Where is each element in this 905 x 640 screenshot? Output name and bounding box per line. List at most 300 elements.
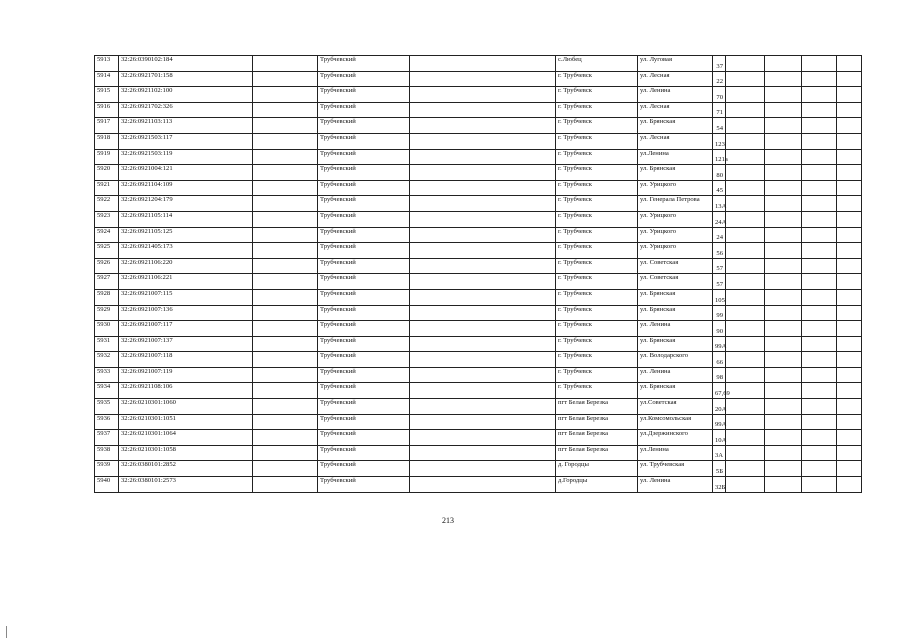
cell-district: Трубчевский [318,305,410,321]
cell-empty [253,414,318,430]
cell-locality: г. Трубчевск [556,383,638,399]
cell-empty [410,196,556,212]
cell-empty [837,445,862,461]
cell-empty [726,289,765,305]
cell-empty [726,383,765,399]
cell-street: ул. Брянская [638,383,713,399]
cell-empty [253,461,318,477]
cell-empty [410,461,556,477]
cell-empty [837,336,862,352]
cell-empty [837,165,862,181]
cell-locality: д.Городцы [556,477,638,493]
cell-cadastral-number: 32:26:0390102:184 [119,56,253,72]
cell-empty [253,274,318,290]
cell-street: ул. Ленина [638,321,713,337]
cell-empty [802,414,837,430]
cell-district: Трубчевский [318,399,410,415]
table-row [95,289,862,305]
cell-cadastral-number: 32:26:0210301:1064 [119,430,253,446]
cell-house-number: 24А [713,211,726,227]
table-row [95,321,862,337]
cell-empty [253,477,318,493]
cell-locality: пгт Белая Березка [556,414,638,430]
cell-number: 5920 [95,165,119,181]
cell-locality: г. Трубчевск [556,180,638,196]
cell-locality: г. Трубчевск [556,149,638,165]
cell-empty [726,414,765,430]
cell-empty [726,196,765,212]
table-row [95,414,862,430]
table-row [95,133,862,149]
cell-empty [765,383,802,399]
cell-street: ул. Советская [638,258,713,274]
cell-cadastral-number: 32:26:0921102:100 [119,87,253,103]
cell-locality: д. Городцы [556,461,638,477]
cell-street: ул. Лесная [638,102,713,118]
cell-cadastral-number: 32:26:0210301:1058 [119,445,253,461]
cell-empty [802,352,837,368]
cell-empty [253,289,318,305]
cell-empty [837,352,862,368]
cell-empty [253,430,318,446]
cell-empty [765,56,802,72]
cell-empty [765,211,802,227]
cell-locality: пгт Белая Березка [556,445,638,461]
cell-empty [837,196,862,212]
cell-locality: г. Трубчевск [556,352,638,368]
cell-cadastral-number: 32:26:0921004:121 [119,165,253,181]
table-body [95,56,862,493]
cell-locality: г. Трубчевск [556,227,638,243]
cell-district: Трубчевский [318,165,410,181]
table-row [95,56,862,72]
cell-empty [802,165,837,181]
cell-empty [410,352,556,368]
cell-empty [253,258,318,274]
cell-empty [802,305,837,321]
cell-house-number: 22 [713,71,726,87]
cell-street: ул. Брянская [638,289,713,305]
cell-house-number: 80 [713,165,726,181]
cell-number: 5917 [95,118,119,134]
cell-empty [726,71,765,87]
cell-street: ул. Урицкого [638,211,713,227]
cell-empty [802,211,837,227]
cell-empty [410,414,556,430]
cell-cadastral-number: 32:26:0921503:117 [119,133,253,149]
cell-empty [253,180,318,196]
cell-empty [726,243,765,259]
cell-empty [802,56,837,72]
cell-district: Трубчевский [318,430,410,446]
cell-district: Трубчевский [318,461,410,477]
cell-empty [253,211,318,227]
cell-empty [410,87,556,103]
table-row [95,118,862,134]
cell-street: ул. Генерала Петрова [638,196,713,212]
cell-district: Трубчевский [318,56,410,72]
cell-house-number: 57 [713,258,726,274]
cell-number: 5933 [95,367,119,383]
cell-number: 5940 [95,477,119,493]
cell-district: Трубчевский [318,243,410,259]
cell-empty [410,243,556,259]
cell-number: 5930 [95,321,119,337]
cell-empty [410,211,556,227]
cell-empty [410,258,556,274]
cell-empty [410,399,556,415]
cell-house-number: 24 [713,227,726,243]
cell-locality: пгт Белая Березка [556,430,638,446]
cell-empty [765,227,802,243]
table-row [95,430,862,446]
cell-empty [253,87,318,103]
cell-empty [837,180,862,196]
table-row [95,165,862,181]
cell-empty [253,352,318,368]
cell-cadastral-number: 32:26:0210301:1051 [119,414,253,430]
cell-street: ул. Советская [638,274,713,290]
cell-locality: г. Трубчевск [556,243,638,259]
table-row [95,71,862,87]
cell-district: Трубчевский [318,118,410,134]
cell-cadastral-number: 32:26:0921204:179 [119,196,253,212]
cell-cadastral-number: 32:26:0921007:117 [119,321,253,337]
cell-empty [253,56,318,72]
cell-empty [802,196,837,212]
cell-cadastral-number: 32:26:0921103:113 [119,118,253,134]
table-row [95,477,862,493]
cell-district: Трубчевский [318,180,410,196]
cell-empty [253,336,318,352]
cell-empty [802,243,837,259]
registry-table [94,55,862,493]
cell-cadastral-number: 32:26:0921104:109 [119,180,253,196]
cell-empty [726,180,765,196]
cell-district: Трубчевский [318,149,410,165]
cell-locality: г. Трубчевск [556,87,638,103]
cell-locality: с.Любец [556,56,638,72]
cell-cadastral-number: 32:26:0921702:326 [119,102,253,118]
cell-empty [837,321,862,337]
cell-cadastral-number: 32:26:0921105:114 [119,211,253,227]
cell-empty [837,71,862,87]
cell-empty [726,336,765,352]
cell-empty [726,477,765,493]
cell-locality: г. Трубчевск [556,289,638,305]
cell-empty [253,367,318,383]
cell-house-number: 99А [713,336,726,352]
cell-empty [765,399,802,415]
cell-house-number: 98 [713,367,726,383]
cell-locality: г. Трубчевск [556,336,638,352]
cell-empty [726,258,765,274]
table-row [95,336,862,352]
cell-district: Трубчевский [318,321,410,337]
table-row [95,461,862,477]
cell-empty [410,336,556,352]
cell-district: Трубчевский [318,274,410,290]
cell-empty [410,149,556,165]
cell-empty [410,321,556,337]
cell-number: 5924 [95,227,119,243]
cell-empty [765,289,802,305]
cell-cadastral-number: 32:26:0921106:221 [119,274,253,290]
cell-locality: г. Трубчевск [556,305,638,321]
cell-district: Трубчевский [318,477,410,493]
cell-empty [802,383,837,399]
cell-number: 5927 [95,274,119,290]
cell-empty [837,430,862,446]
cell-empty [410,56,556,72]
cell-house-number: 3А [713,445,726,461]
cell-number: 5916 [95,102,119,118]
cell-locality: пгт Белая Березка [556,399,638,415]
table-row [95,367,862,383]
cell-empty [410,383,556,399]
cell-empty [802,118,837,134]
cell-empty [802,274,837,290]
page-number: 213 [442,516,454,525]
cell-empty [802,321,837,337]
cell-empty [410,477,556,493]
cell-house-number: 71 [713,102,726,118]
cell-empty [765,165,802,181]
cell-cadastral-number: 32:26:0921405:173 [119,243,253,259]
cell-empty [837,56,862,72]
table-row [95,211,862,227]
cell-number: 5914 [95,71,119,87]
cell-district: Трубчевский [318,258,410,274]
cell-empty [726,274,765,290]
cell-empty [837,243,862,259]
cell-empty [802,477,837,493]
cell-locality: г. Трубчевск [556,274,638,290]
cell-empty [253,321,318,337]
cell-street: ул.Ленина [638,445,713,461]
cell-empty [802,289,837,305]
cell-empty [726,430,765,446]
cell-empty [837,477,862,493]
cell-empty [726,367,765,383]
cell-empty [253,445,318,461]
table-row [95,274,862,290]
cell-empty [726,56,765,72]
cell-empty [802,461,837,477]
cell-district: Трубчевский [318,133,410,149]
cell-street: ул. Урицкого [638,227,713,243]
cell-empty [726,133,765,149]
scan-edge-mark [6,626,7,638]
cell-empty [253,102,318,118]
table-row [95,102,862,118]
cell-locality: г. Трубчевск [556,367,638,383]
cell-house-number: 67,69 [713,383,726,399]
cell-empty [410,227,556,243]
cell-number: 5913 [95,56,119,72]
cell-number: 5938 [95,445,119,461]
cell-locality: г. Трубчевск [556,321,638,337]
cell-house-number: 10А [713,430,726,446]
cell-district: Трубчевский [318,352,410,368]
cell-empty [410,289,556,305]
cell-street: ул. Брянская [638,165,713,181]
cell-street: ул. Брянская [638,336,713,352]
cell-locality: г. Трубчевск [556,71,638,87]
cell-empty [726,461,765,477]
cell-number: 5929 [95,305,119,321]
cell-street: ул.Советская [638,399,713,415]
cell-house-number: 32Б [713,477,726,493]
cell-cadastral-number: 32:26:0921007:119 [119,367,253,383]
cell-empty [253,118,318,134]
cell-empty [765,321,802,337]
cell-empty [726,211,765,227]
cell-house-number: 121а [713,149,726,165]
cell-street: ул. Володарского [638,352,713,368]
cell-street: ул. Лесная [638,133,713,149]
cell-cadastral-number: 32:26:0921701:158 [119,71,253,87]
cell-empty [410,430,556,446]
table-row [95,305,862,321]
cell-empty [837,383,862,399]
cell-empty [410,118,556,134]
cell-district: Трубчевский [318,414,410,430]
cell-empty [765,477,802,493]
cell-empty [802,71,837,87]
cell-empty [410,71,556,87]
cell-empty [410,165,556,181]
cell-empty [253,243,318,259]
cell-empty [765,118,802,134]
cell-empty [802,133,837,149]
cell-empty [765,149,802,165]
cell-empty [765,133,802,149]
cell-empty [765,461,802,477]
table-row [95,445,862,461]
cell-district: Трубчевский [318,227,410,243]
cell-empty [802,445,837,461]
cell-empty [253,133,318,149]
cell-empty [726,227,765,243]
cell-street: ул. Лесная [638,71,713,87]
cell-number: 5934 [95,383,119,399]
cell-house-number: 45 [713,180,726,196]
cell-empty [837,274,862,290]
cell-empty [802,258,837,274]
cell-empty [837,211,862,227]
cell-house-number: 99А [713,414,726,430]
cell-empty [802,102,837,118]
cell-district: Трубчевский [318,196,410,212]
cell-district: Трубчевский [318,383,410,399]
cell-empty [410,133,556,149]
cell-locality: г. Трубчевск [556,102,638,118]
cell-cadastral-number: 32:26:0921106:220 [119,258,253,274]
cell-empty [765,180,802,196]
cell-house-number: 57 [713,274,726,290]
cell-empty [765,87,802,103]
cell-number: 5918 [95,133,119,149]
cell-number: 5915 [95,87,119,103]
cell-street: ул. Ленина [638,367,713,383]
cell-empty [837,87,862,103]
cell-house-number: 99 [713,305,726,321]
cell-empty [837,399,862,415]
cell-empty [726,102,765,118]
table-row [95,258,862,274]
table-row [95,149,862,165]
cell-number: 5925 [95,243,119,259]
cell-cadastral-number: 32:26:0921007:118 [119,352,253,368]
cell-locality: г. Трубчевск [556,118,638,134]
cell-empty [765,71,802,87]
cell-cadastral-number: 32:26:0921503:119 [119,149,253,165]
cell-empty [837,461,862,477]
cell-empty [726,87,765,103]
cell-house-number: 70 [713,87,726,103]
cell-number: 5926 [95,258,119,274]
cell-empty [726,321,765,337]
cell-empty [765,367,802,383]
cell-house-number: 54 [713,118,726,134]
cell-district: Трубчевский [318,211,410,227]
table-row [95,383,862,399]
cell-empty [765,336,802,352]
table-row [95,87,862,103]
cell-empty [253,149,318,165]
cell-street: ул.Дзержинского [638,430,713,446]
cell-locality: г. Трубчевск [556,258,638,274]
cell-empty [802,180,837,196]
cell-cadastral-number: 32:26:0921007:137 [119,336,253,352]
cell-empty [253,71,318,87]
cell-empty [765,102,802,118]
cell-empty [726,445,765,461]
cell-empty [765,243,802,259]
cell-house-number: 20А [713,399,726,415]
cell-empty [253,305,318,321]
cell-house-number: 13А [713,196,726,212]
cell-empty [802,227,837,243]
cell-number: 5921 [95,180,119,196]
cell-empty [253,383,318,399]
cell-empty [837,367,862,383]
cell-house-number: 5Б [713,461,726,477]
cell-street: ул. Брянская [638,118,713,134]
cell-locality: г. Трубчевск [556,165,638,181]
table-row [95,243,862,259]
cell-cadastral-number: 32:26:0921105:125 [119,227,253,243]
cell-district: Трубчевский [318,367,410,383]
cell-empty [253,399,318,415]
cell-locality: г. Трубчевск [556,211,638,227]
cell-number: 5919 [95,149,119,165]
cell-number: 5937 [95,430,119,446]
table-row [95,180,862,196]
cell-street: ул. Урицкого [638,243,713,259]
cell-empty [410,180,556,196]
cell-street: ул. Ленина [638,87,713,103]
cell-empty [837,414,862,430]
cell-empty [837,305,862,321]
cell-empty [253,196,318,212]
cell-house-number: 105 [713,289,726,305]
cell-cadastral-number: 32:26:0921007:136 [119,305,253,321]
cell-empty [726,165,765,181]
cell-empty [410,305,556,321]
cell-street: ул. Трубчевская [638,461,713,477]
